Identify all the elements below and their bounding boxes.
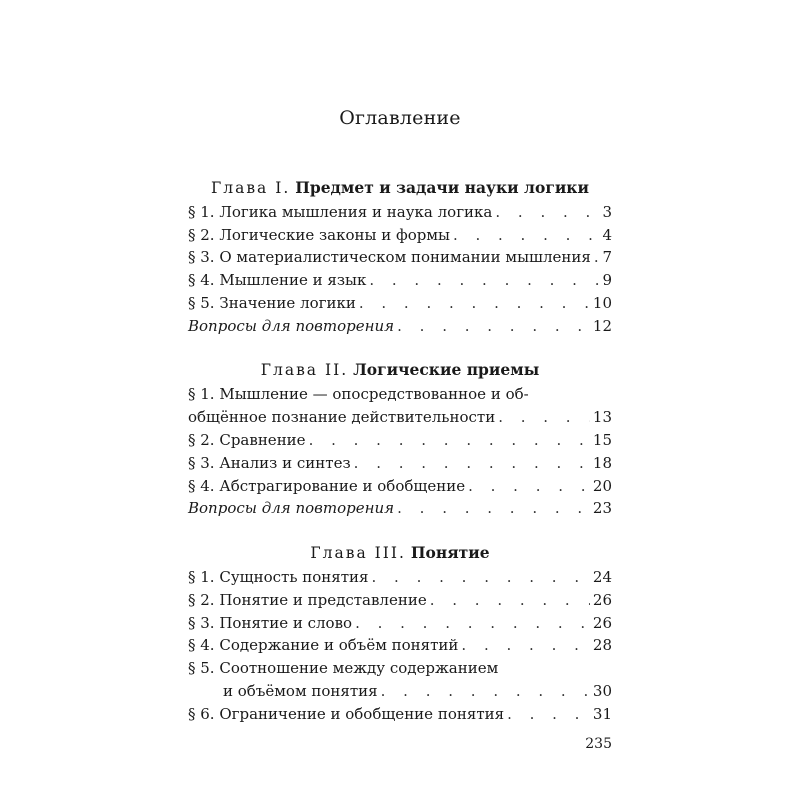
toc-entry[interactable] (188, 589, 612, 611)
toc-entry-review[interactable] (188, 315, 612, 337)
dot-leader (359, 292, 590, 314)
toc-page-number: 30 (592, 682, 612, 700)
toc-page-number: 13 (592, 408, 612, 426)
chapter-heading (188, 178, 612, 197)
toc-entry[interactable] (188, 657, 612, 679)
toc-page-number: 3 (602, 203, 612, 221)
toc-entry-text: § 4. Абстрагирование и обобщение (188, 477, 466, 495)
toc-page-number: 26 (592, 614, 612, 632)
toc-page-number: 23 (592, 499, 612, 517)
toc-entry-text: § 6. Ограничение и обобщение понятия (188, 705, 505, 723)
dot-leader (453, 224, 600, 246)
toc-entry-text: § 3. Понятие и слово (188, 614, 353, 632)
toc-entry[interactable] (188, 246, 612, 268)
chapter-label: Глава III. (310, 544, 406, 562)
toc-page-number: 12 (592, 317, 612, 335)
dot-leader (354, 452, 590, 474)
toc-entry[interactable] (188, 634, 612, 656)
dot-leader (498, 406, 590, 428)
toc-entry-text: § 4. Мышление и язык (188, 271, 367, 289)
chapter-heading (188, 360, 612, 379)
toc-entry[interactable] (188, 224, 612, 246)
toc-entry-text: § 5. Соотношение между содержанием (188, 659, 499, 677)
chapter-name: Предмет и задачи науки логики (295, 178, 589, 197)
toc-entry[interactable] (188, 475, 612, 497)
toc-page-number: 7 (602, 248, 612, 266)
toc-entry[interactable] (188, 201, 612, 223)
toc-entry-text: § 1. Мышление — опосредствованное и об- (188, 385, 529, 403)
dot-leader (372, 566, 590, 588)
dot-leader (461, 634, 589, 656)
toc-entry-text: § 1. Сущность понятия (188, 568, 369, 586)
toc-page-number: 28 (592, 636, 612, 654)
page-title: Оглавление (339, 107, 461, 129)
toc-entry-text: § 4. Содержание и объём понятий (188, 636, 459, 654)
dot-leader (507, 703, 590, 725)
chapter-label: Глава II. (260, 361, 349, 379)
toc-entry-text: § 2. Сравнение (188, 431, 306, 449)
toc-page-number: 20 (592, 477, 612, 495)
toc-entry-text: § 3. О материалистическом понимании мышления (188, 248, 591, 266)
dot-leader (468, 475, 590, 497)
toc-entry[interactable] (188, 292, 612, 314)
toc-page-number: 9 (602, 271, 612, 289)
chapter-heading (188, 543, 612, 562)
dot-leader (397, 315, 590, 337)
toc-entry-text: § 2. Понятие и представление (188, 591, 427, 609)
toc-entry[interactable] (188, 703, 612, 725)
toc-page-number: 4 (602, 226, 612, 244)
dot-leader (369, 269, 599, 291)
toc-entry[interactable] (188, 452, 612, 474)
dot-leader (594, 246, 600, 268)
chapter-name: Понятие (410, 543, 490, 562)
toc-entry[interactable] (188, 269, 612, 291)
toc-entry-text: общённое познание действительности (188, 408, 496, 426)
toc-entry-text: Вопросы для повторения (188, 499, 395, 517)
dot-leader (430, 589, 590, 611)
toc-page-number: 31 (592, 705, 612, 723)
toc-entry[interactable] (188, 566, 612, 588)
toc-entry[interactable] (188, 429, 612, 451)
toc-page-number: 10 (592, 294, 612, 312)
toc-entry-text: § 2. Логические законы и формы (188, 226, 450, 244)
toc-entry-text: § 3. Анализ и синтез (188, 454, 351, 472)
dot-leader (381, 680, 590, 702)
toc-entry-text: Вопросы для повторения (188, 317, 395, 335)
toc-page-number: 26 (592, 591, 612, 609)
chapter-name: Логические приемы (353, 360, 540, 379)
toc-entry-text: § 5. Значение логики (188, 294, 356, 312)
toc-entry-text: и объёмом понятия (223, 682, 378, 700)
toc-page-number: 24 (592, 568, 612, 586)
toc-page-number: 15 (592, 431, 612, 449)
chapter-label: Глава I. (210, 179, 291, 197)
dot-leader (397, 497, 590, 519)
toc-entry-text: § 1. Логика мышления и наука логика (188, 203, 493, 221)
toc-entry[interactable] (188, 406, 612, 428)
dot-leader (495, 201, 599, 223)
dot-leader (309, 429, 590, 451)
toc-entry[interactable] (188, 612, 612, 634)
folio-page-number: 235 (585, 736, 612, 752)
toc-page-number: 18 (592, 454, 612, 472)
toc-entry[interactable] (188, 383, 612, 405)
toc-entry-review[interactable] (188, 497, 612, 519)
dot-leader (355, 612, 590, 634)
toc-entry[interactable] (188, 680, 612, 702)
